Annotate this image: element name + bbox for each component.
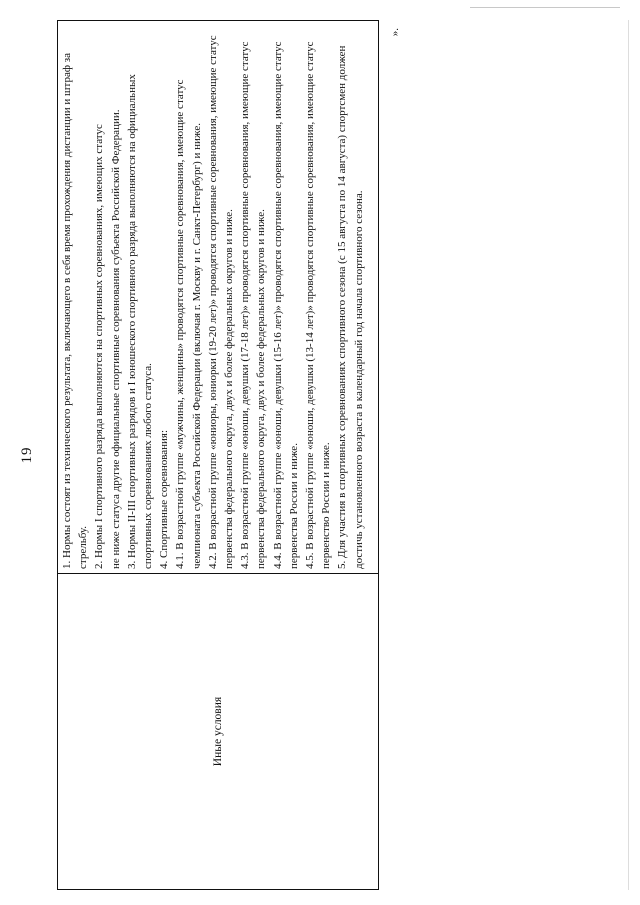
content-line: первенства федерального округа, двух и более федеральных округов и ниже.: [223, 209, 236, 569]
content-line: чемпионата субъекта Российской Федерации (включая г. Москву и г. Санкт-Петербург) и ниже.: [190, 123, 203, 569]
conditions-table: [57, 20, 379, 890]
rotated-page: [19, 20, 402, 890]
content-line: 4.2. В возрастной группе «юниоры, юниорки (19-20 лет)» проводятся спортивные соревнования, имеющие статус: [206, 35, 219, 569]
content-line: достичь установленного возраста в календарный год начала спортивного сезона.: [352, 190, 365, 569]
content-line: 4.1. В возрастной группе «мужчины, женщины» проводятся спортивные соревнования, имеющие статус: [174, 79, 187, 569]
content-line: не ниже статуса другие официальные спортивные соревнования субъекта Российской Федерации.: [109, 109, 122, 569]
content-line: 2. Нормы I спортивного разряда выполняются на спортивных соревнованиях, имеющих статус: [93, 124, 106, 569]
content-line: 4. Спортивные соревнования:: [158, 429, 171, 569]
content-line: стрельбу.: [77, 525, 90, 569]
content-line: 1. Нормы состоят из технического результата, включающего в себя время прохождения дистанции и штраф за: [61, 53, 73, 569]
content-line: 3. Нормы II-III спортивных разрядов и I юношеского спортивного разряда выполняются на официальных: [125, 74, 138, 569]
scan-artifact-line: [470, 7, 620, 8]
table-label: Иные условия: [212, 696, 224, 767]
content-line: первенство России и ниже.: [320, 442, 333, 569]
content-line: спортивных соревнованиях любого статуса.: [142, 363, 155, 569]
page-number: 19: [19, 446, 35, 464]
content-line: 4.3. В возрастной группе «юноши, девушки (17-18 лет)» проводятся спортивные соревнования, имеющие статус: [239, 41, 252, 569]
content-line: первенства России и ниже.: [287, 443, 300, 569]
closing-quote-mark: ».: [389, 28, 401, 37]
table-content-cell: [58, 21, 378, 573]
content-line: 4.4. В возрастной группе «юноши, девушки (15-16 лет)» проводятся спортивные соревнования, имеющие статус: [271, 41, 284, 569]
content-line: 5. Для участия в спортивных соревнованиях спортивного сезона (с 15 августа по 14 августа) спортсмен должен: [336, 45, 349, 569]
scan-artifact-edge: [628, 20, 629, 890]
content-line: 4.5. В возрастной группе «юноши, девушки (13-14 лет)» проводятся спортивные соревнования, имеющие статус: [304, 41, 317, 569]
content-line: первенства федерального округа, двух и более федеральных округов и ниже.: [255, 209, 268, 569]
table-label-cell: [58, 573, 378, 889]
